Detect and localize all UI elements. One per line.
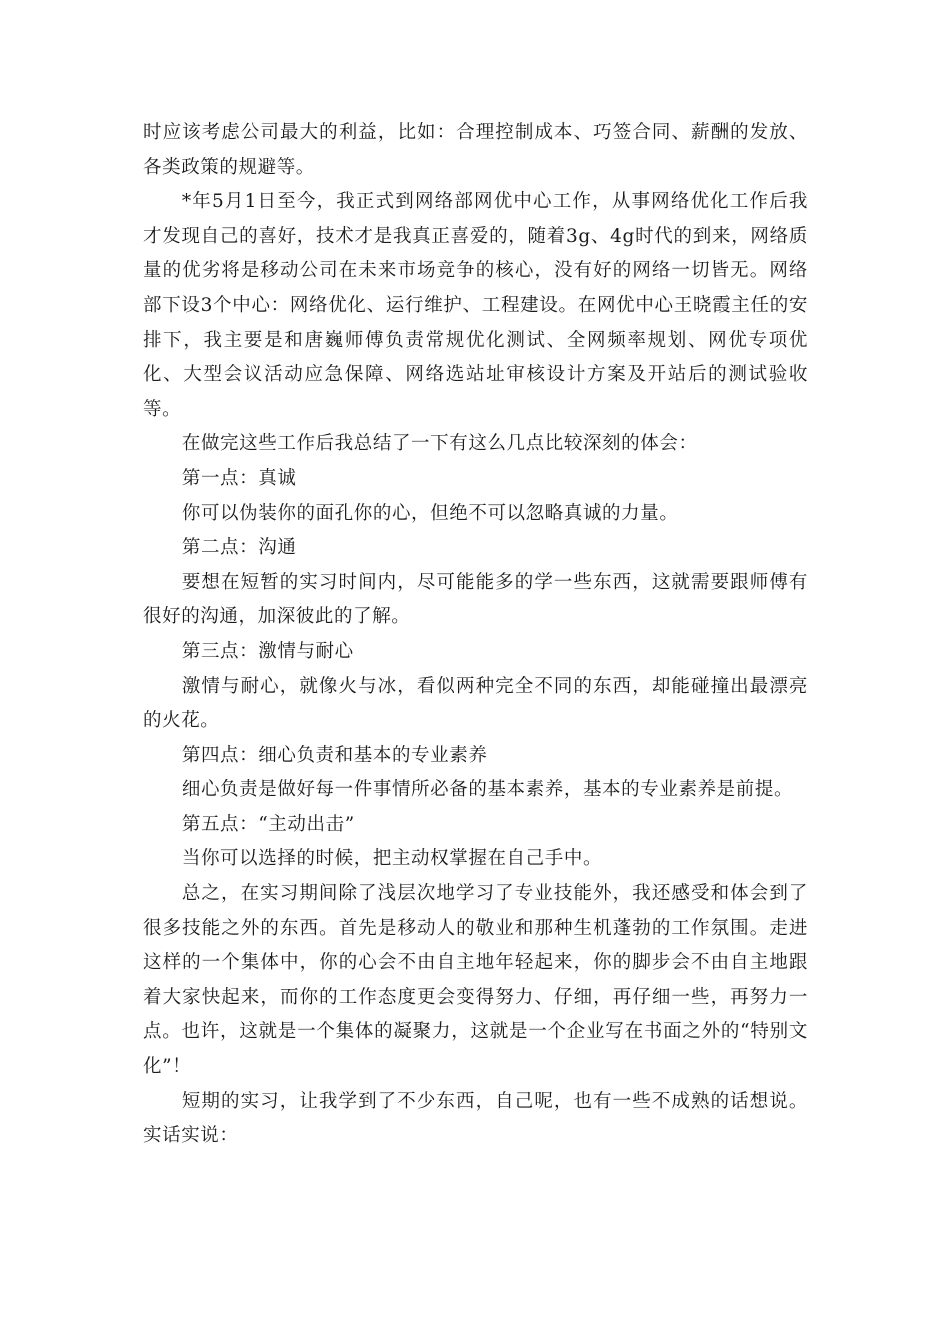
point-2-heading: 第二点：沟通 [181,537,297,559]
paragraph-conclusion: 总之，在实习期间除了浅层次地学习了专业技能外，我还感受和体会到了很多技能之外的东西。首先是移动人的敬业和那种生机蓬勃的工作氛围。走进这样的一个集体中，你的心会不由自主地年轻起来，你的脚步会不由自主地跟着大家快起来，而你的工作态度更会变得努力、仔细，再仔细一些，再努力一点。也许，这就是一个集体的凝聚力，这就是一个企业写在书面之外的“特别文化”！ [143,883,808,1078]
point-5-heading: 第五点：“主动出击” [181,813,355,835]
point-1-body: 你可以伪装你的面孔你的心，但绝不可以忽略真诚的力量。 [181,502,679,524]
paragraph-final: 短期的实习，让我学到了不少东西，自己呢，也有一些不成熟的话想说。实话实说： [143,1090,808,1147]
document-body [143,116,808,1154]
point-5-body: 当你可以选择的时候，把主动权掌握在自己手中。 [181,848,603,870]
point-2-body: 要想在短暂的实习时间内，尽可能能多的学一些东西，这就需要跟师傅有很好的沟通，加深彼此的了解。 [143,571,808,628]
point-4-heading: 第四点：细心负责和基本的专业素养 [181,744,488,766]
paragraph-continuation: 时应该考虑公司最大的利益，比如：合理控制成本、巧签合同、薪酬的发放、各类政策的规避等。 [143,122,808,178]
paragraph-network-work: *年5月1日至今，我正式到网络部网优中心工作，从事网络优化工作后我才发现自己的喜好，技术才是我真正喜爱的，随着3g、4g时代的到来，网络质量的优劣将是移动公司在未来市场竞争的核心，没有好的网络一切皆无。网络部下设3个中心：网络优化、运行维护、工程建设。在网优中心王晓霞主任的安排下，我主要是和唐巍师傅负责常规优化测试、全网频率规划、网优专项优化、大型会议活动应急保障、网络选站址审核设计方案及开站后的测试验收等。 [143,191,808,420]
point-3-heading: 第三点：激情与耐心 [181,640,354,662]
point-4-body: 细心负责是做好每一件事情所必备的基本素养，基本的专业素养是前提。 [181,779,794,801]
point-1-heading: 第一点：真诚 [181,467,297,489]
point-3-body: 激情与耐心，就像火与冰，看似两种完全不同的东西，却能碰撞出最漂亮的火花。 [143,675,808,732]
paragraph-summary-intro: 在做完这些工作后我总结了一下有这么几点比较深刻的体会： [181,433,698,455]
